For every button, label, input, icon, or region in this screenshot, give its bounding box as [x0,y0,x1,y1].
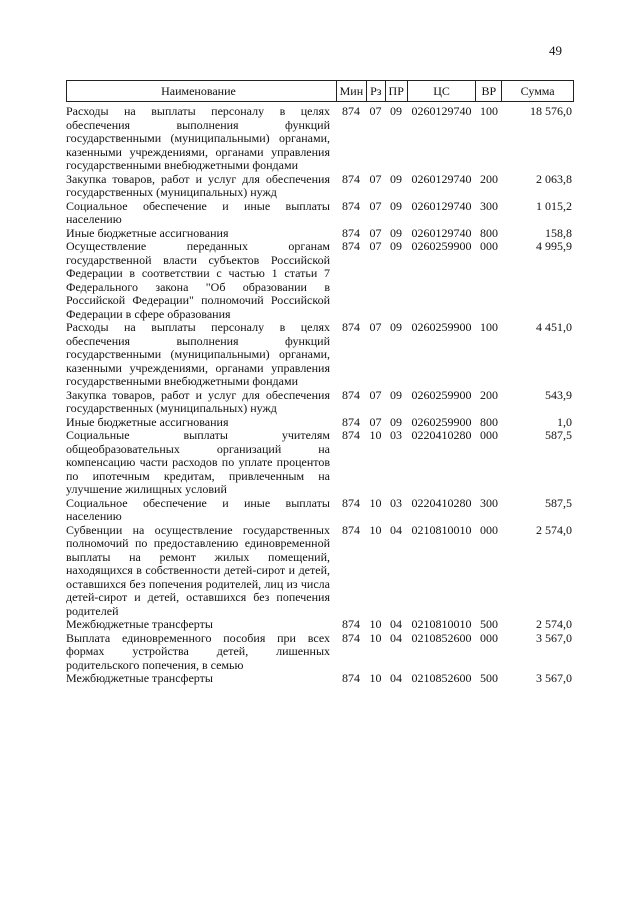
cell-name: Социальные выплаты учителям общеобразовательных организаций на компенсацию части расходов по уплате процентов по ипотечным кредитам, привлеченным на улучшение жилищных условий [66,428,330,496]
cell-name: Осуществление переданных органам государственной власти субъектов Российской Федерации в соответствии с частью 1 статьи 7 Федерального закона "Об образовании в Российской Федерации" полномочий Российской Федерации в сфере образования [66,239,330,321]
cell-cs: 0210810010 [411,617,472,631]
cell-vr: 000 [480,239,498,253]
cell-vr: 100 [480,320,498,334]
cell-min: 874 [342,387,360,402]
cell-sum: 2 574,0 [536,617,572,631]
cell-name: Закупка товаров, работ и услуг для обеспечения государственных (муниципальных) нужд [66,171,330,199]
cell-name: Иные бюджетные ассигнования [66,414,229,429]
cell-sum: 18 576,0 [530,104,572,118]
header-sum: Сумма [501,81,573,101]
header-rz: Рз [366,81,385,101]
cell-min: 874 [342,630,360,645]
cell-cs: 0260129740 [411,104,472,118]
cell-name: Выплата единовременного пособия при всех формах устройства детей, лишенных родительского попечения, в семью [66,630,330,672]
table-row [66,389,574,416]
page-number: 49 [549,43,562,58]
cell-min: 874 [342,239,360,253]
cell-rz: 10 [369,630,382,645]
cell-sum: 3 567,0 [536,630,572,645]
cell-vr: 500 [480,671,498,685]
cell-pr: 04 [390,671,402,685]
cell-vr: 100 [480,104,498,118]
cell-min: 874 [342,414,360,429]
cell-rz: 07 [369,239,382,253]
cell-cs: 0260259900 [411,239,472,253]
cell-name: Расходы на выплаты персоналу в целях обеспечения выполнения функций государственными (муниципальными) органами, казенными учреждениями, органами управления государственными внебюджетными фондами [66,320,330,388]
cell-pr: 04 [390,617,402,631]
table-header [66,80,574,102]
cell-min: 874 [342,671,360,685]
cell-sum: 4 451,0 [536,320,572,334]
table-row [66,416,574,430]
cell-sum: 543,9 [545,387,572,402]
cell-min: 874 [342,617,360,631]
cell-rz: 07 [369,387,382,402]
cell-rz: 10 [369,671,382,685]
cell-sum: 4 995,9 [536,239,572,253]
cell-pr: 09 [390,320,402,334]
cell-cs: 0260129740 [411,198,472,213]
cell-cs: 0260129740 [411,171,472,186]
cell-sum: 2 063,8 [536,171,572,186]
header-cs: ЦС [407,81,476,101]
cell-cs: 0260129740 [411,225,472,240]
cell-min: 874 [342,225,360,240]
table-row [66,672,574,686]
cell-rz: 10 [369,495,382,510]
cell-pr: 09 [390,198,402,213]
cell-vr: 500 [480,617,498,631]
cell-rz: 07 [369,104,382,118]
cell-sum: 1,0 [557,414,572,429]
cell-cs: 0210852600 [411,630,472,645]
cell-cs: 0210852600 [411,671,472,685]
table-row [66,429,574,497]
cell-pr: 03 [390,428,402,442]
cell-pr: 09 [390,387,402,402]
cell-name: Закупка товаров, работ и услуг для обеспечения государственных (муниципальных) нужд [66,387,330,415]
table-row [66,173,574,200]
cell-pr: 09 [390,225,402,240]
table-body [66,105,574,686]
cell-pr: 04 [390,630,402,645]
cell-rz: 07 [369,320,382,334]
cell-cs: 0260259900 [411,387,472,402]
table-row [66,632,574,673]
cell-rz: 10 [369,428,382,442]
cell-name: Субвенции на осуществление государственных полномочий по предоставлению единовременной выплаты на ремонт жилых помещений, находящихся в собственности детей-сирот и детей, оставшихся без попечения родителей, лиц из числа детей-сирот и детей, оставшихся без попечения родителей [66,522,330,618]
header-pr: ПР [385,81,407,101]
table-row [66,227,574,241]
header-name: Наименование [161,84,236,98]
cell-vr: 200 [480,387,498,402]
cell-rz: 07 [369,225,382,240]
cell-pr: 09 [390,414,402,429]
cell-name: Межбюджетные трансферты [66,671,213,685]
cell-cs: 0220410280 [411,428,472,442]
cell-cs: 0210810010 [411,522,472,537]
cell-rz: 07 [369,171,382,186]
cell-sum: 2 574,0 [536,522,572,537]
cell-min: 874 [342,495,360,510]
header-vr: ВР [475,81,501,101]
header-min: Мин [336,81,366,101]
cell-name: Расходы на выплаты персоналу в целях обеспечения выполнения функций государственными (муниципальными) органами, казенными учреждениями, органами управления государственными внебюджетными фондами [66,104,330,172]
cell-vr: 300 [480,198,498,213]
cell-cs: 0220410280 [411,495,472,510]
cell-vr: 800 [480,414,498,429]
cell-sum: 1 015,2 [536,198,572,213]
table-row [66,240,574,321]
cell-vr: 000 [480,522,498,537]
cell-pr: 09 [390,171,402,186]
cell-rz: 07 [369,414,382,429]
cell-sum: 3 567,0 [536,671,572,685]
cell-pr: 03 [390,495,402,510]
cell-vr: 800 [480,225,498,240]
cell-name: Социальное обеспечение и иные выплаты населению [66,198,330,226]
table-row [66,321,574,389]
table-row [66,524,574,619]
cell-min: 874 [342,171,360,186]
cell-sum: 587,5 [545,495,572,510]
budget-table [66,80,574,686]
cell-vr: 200 [480,171,498,186]
cell-pr: 04 [390,522,402,537]
cell-name: Межбюджетные трансферты [66,617,213,631]
cell-min: 874 [342,522,360,537]
cell-min: 874 [342,104,360,118]
cell-rz: 10 [369,617,382,631]
cell-min: 874 [342,198,360,213]
cell-rz: 07 [369,198,382,213]
cell-rz: 10 [369,522,382,537]
cell-pr: 09 [390,239,402,253]
cell-pr: 09 [390,104,402,118]
table-row [66,105,574,173]
cell-name: Иные бюджетные ассигнования [66,225,229,240]
cell-min: 874 [342,320,360,334]
table-row [66,618,574,632]
cell-cs: 0260259900 [411,414,472,429]
cell-min: 874 [342,428,360,442]
cell-sum: 158,8 [545,225,572,240]
cell-vr: 000 [480,630,498,645]
cell-cs: 0260259900 [411,320,472,334]
cell-vr: 300 [480,495,498,510]
cell-name: Социальное обеспечение и иные выплаты населению [66,495,330,523]
cell-sum: 587,5 [545,428,572,442]
table-row [66,497,574,524]
table-row [66,200,574,227]
cell-vr: 000 [480,428,498,442]
